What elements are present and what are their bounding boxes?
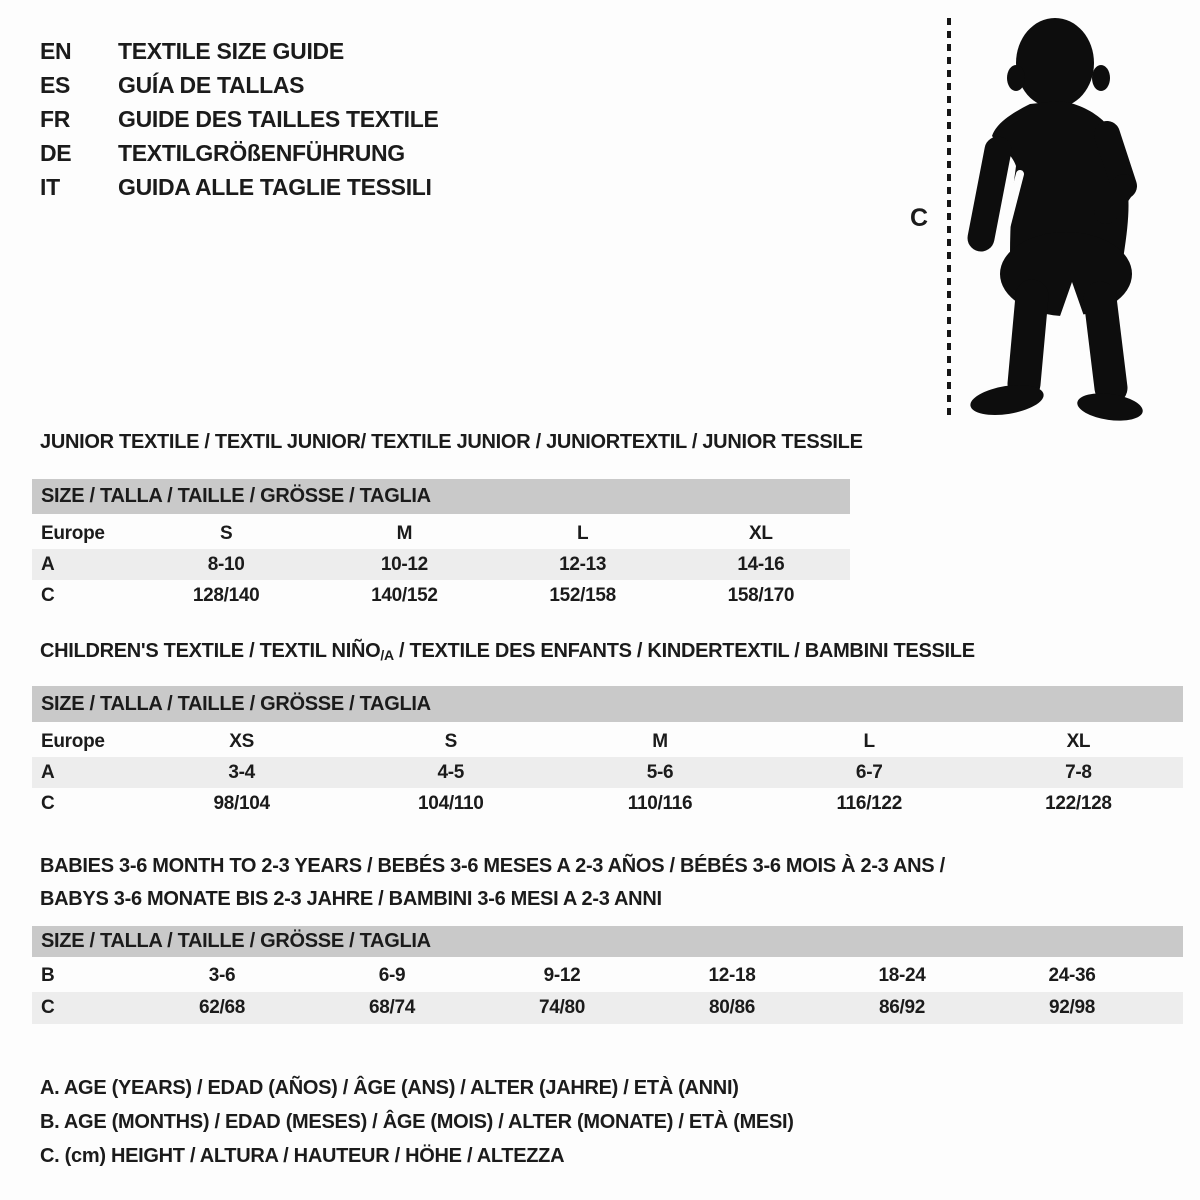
lang-title-en: TEXTILE SIZE GUIDE xyxy=(118,37,344,64)
children-title-prefix: CHILDREN'S TEXTILE / TEXTIL NIÑO xyxy=(40,640,381,662)
babies-size-header-bar: SIZE / TALLA / TAILLE / GRÖSSE / TAGLIA xyxy=(32,926,1183,957)
age-cell: 8-10 xyxy=(207,553,245,575)
lang-title-fr: GUIDE DES TAILLES TEXTILE xyxy=(118,105,439,132)
size-cell: S xyxy=(219,522,233,544)
row-label: C xyxy=(41,792,55,814)
age-cell: 5-6 xyxy=(646,761,674,783)
lang-code-es: ES xyxy=(40,71,71,98)
table-row xyxy=(32,757,1183,788)
size-cell: S xyxy=(444,730,457,752)
age-cell: 7-8 xyxy=(1065,761,1092,783)
table-row xyxy=(32,580,850,611)
height-cell: 68/74 xyxy=(368,997,416,1018)
lang-title-de: TEXTILGRÖßENFÜHRUNG xyxy=(118,139,405,166)
lang-code-fr: FR xyxy=(40,105,71,132)
row-label: B xyxy=(41,965,55,986)
age-cell: 9-12 xyxy=(543,965,581,986)
toddler-silhouette-icon xyxy=(960,14,1144,422)
lang-code-it: IT xyxy=(40,173,60,200)
age-cell: 18-24 xyxy=(878,965,926,986)
height-cell: 158/170 xyxy=(727,584,795,606)
babies-size-table xyxy=(32,926,1183,1024)
junior-section-title: JUNIOR TEXTILE / TEXTIL JUNIOR/ TEXTILE JUNIOR / JUNIORTEXTIL / JUNIOR TESSILE xyxy=(40,431,863,453)
children-title-suffix: / TEXTILE DES ENFANTS / KINDERTEXTIL / BAMBINI TESSILE xyxy=(393,640,975,662)
age-cell: 12-18 xyxy=(708,965,756,986)
height-cell: 104/110 xyxy=(418,792,484,814)
age-cell: 6-9 xyxy=(378,965,406,986)
legend-line-c: C. (cm) HEIGHT / ALTURA / HAUTEUR / HÖHE / ALTEZZA xyxy=(40,1144,565,1167)
table-row xyxy=(32,992,1183,1024)
height-cell: 128/140 xyxy=(192,584,260,606)
table-row xyxy=(32,960,1183,992)
height-measure-figure xyxy=(900,0,1200,430)
language-title-list xyxy=(40,34,439,204)
age-cell: 6-7 xyxy=(855,761,883,783)
height-dashed-line xyxy=(947,18,951,418)
size-cell: XL xyxy=(1066,730,1091,752)
legend-line-a: A. AGE (YEARS) / EDAD (AÑOS) / ÂGE (ANS) / ALTER (JAHRE) / ETÀ (ANNI) xyxy=(40,1076,739,1099)
age-cell: 3-4 xyxy=(228,761,255,783)
height-cell: 98/104 xyxy=(213,792,270,814)
babies-section-title-line2: BABYS 3-6 MONATE BIS 2-3 JAHRE / BAMBINI 3-6 MESI A 2-3 ANNI xyxy=(40,888,662,910)
children-title-subscript: /A xyxy=(380,647,394,663)
children-section-title xyxy=(40,640,975,663)
babies-section-title-line1: BABIES 3-6 MONTH TO 2-3 YEARS / BEBÉS 3-6 MESES A 2-3 AÑOS / BÉBÉS 3-6 MOIS À 2-3 ANS / xyxy=(40,855,945,877)
lang-title-es: GUÍA DE TALLAS xyxy=(118,71,305,98)
lang-row-fr xyxy=(40,102,439,136)
junior-size-table xyxy=(32,479,850,611)
table-row xyxy=(32,518,850,549)
height-cell: 122/128 xyxy=(1045,792,1112,814)
measure-legend xyxy=(40,1071,794,1173)
row-label: A xyxy=(41,553,55,575)
children-size-table xyxy=(32,686,1183,819)
lang-code-en: EN xyxy=(40,37,72,64)
height-cell: 110/116 xyxy=(627,792,693,814)
size-cell: XL xyxy=(749,522,773,544)
row-label: C xyxy=(41,997,55,1018)
table-row xyxy=(32,788,1183,819)
lang-title-it: GUIDA ALLE TAGLIE TESSILI xyxy=(118,173,432,200)
size-cell: M xyxy=(652,730,668,752)
size-cell: XS xyxy=(229,730,254,752)
height-cell: 92/98 xyxy=(1048,997,1096,1018)
row-label: A xyxy=(41,761,55,783)
height-cell: 152/158 xyxy=(549,584,616,606)
legend-line-b: B. AGE (MONTHS) / EDAD (MESES) / ÂGE (MOIS) / ALTER (MONATE) / ETÀ (MESI) xyxy=(40,1110,794,1133)
lang-row-es xyxy=(40,68,439,102)
size-cell: L xyxy=(576,522,589,544)
size-cell: M xyxy=(396,522,413,544)
age-cell: 14-16 xyxy=(737,553,785,575)
lang-row-en xyxy=(40,34,439,68)
age-cell: 12-13 xyxy=(559,553,607,575)
height-cell: 86/92 xyxy=(878,997,926,1018)
table-row xyxy=(32,549,850,580)
age-cell: 24-36 xyxy=(1048,965,1096,986)
height-cell: 116/122 xyxy=(836,792,902,814)
height-cell: 140/152 xyxy=(371,584,438,606)
age-cell: 4-5 xyxy=(437,761,465,783)
table-row xyxy=(32,726,1183,757)
height-cell: 62/68 xyxy=(198,997,246,1018)
row-label: C xyxy=(41,584,55,606)
lang-code-de: DE xyxy=(40,139,72,166)
lang-row-it xyxy=(40,170,439,204)
age-cell: 3-6 xyxy=(208,965,236,986)
junior-size-header-bar: SIZE / TALLA / TAILLE / GRÖSSE / TAGLIA xyxy=(32,479,850,514)
lang-row-de xyxy=(40,136,439,170)
size-cell: L xyxy=(863,730,875,752)
row-label: Europe xyxy=(41,730,105,752)
children-size-header-bar: SIZE / TALLA / TAILLE / GRÖSSE / TAGLIA xyxy=(32,686,1183,722)
height-measure-label: C xyxy=(910,204,929,232)
height-cell: 74/80 xyxy=(538,997,586,1018)
height-cell: 80/86 xyxy=(708,997,756,1018)
age-cell: 10-12 xyxy=(380,553,428,575)
row-label: Europe xyxy=(41,522,105,544)
